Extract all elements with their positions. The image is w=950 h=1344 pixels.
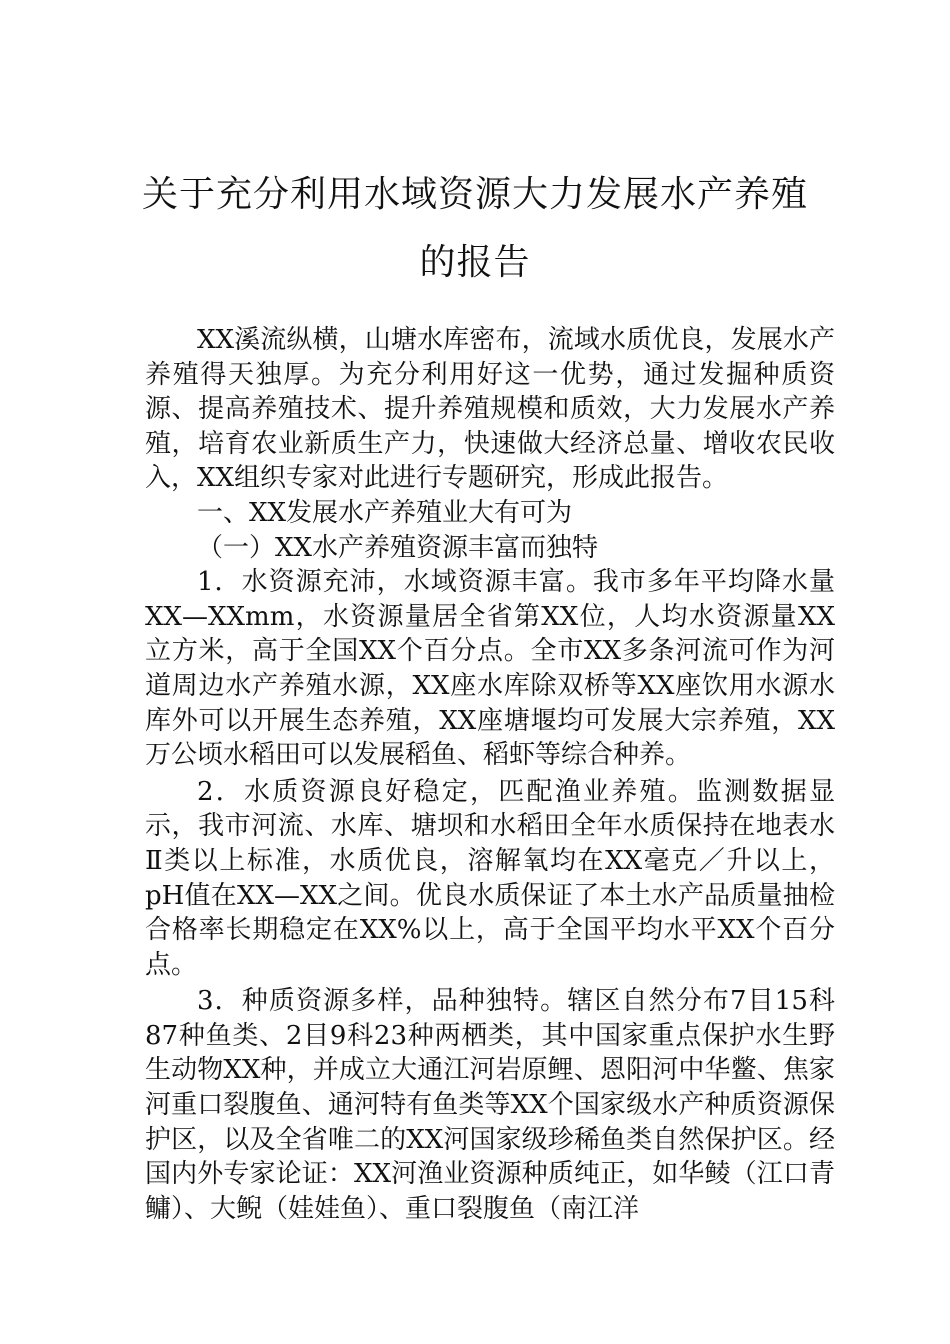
subsection-heading: （一）XX水产养殖资源丰富而独特 — [197, 532, 599, 563]
section-heading: 一、XX发展水产养殖业大有可为 — [197, 497, 573, 528]
document-title-line-2: 的报告 — [419, 242, 531, 283]
body-paragraph: 2．水质资源良好稳定，匹配渔业养殖。监测数据显示，我市河流、水库、塘坝和水稻田全年水质保持在地表水Ⅱ类以上标准，水质优良，溶解氧均在XX毫克／升以上，pH值在XX—XX之间。优良水质保证了本土水产品质量抽检合格率长期稳定在XX%以上，高于全国平均水平XX个百分点。 — [145, 776, 835, 980]
document-body — [145, 323, 835, 1226]
document-title-line-1: 关于充分利用水域资源大力发展水产养殖 — [141, 174, 808, 215]
body-paragraph: 1．水资源充沛，水域资源丰富。我市多年平均降水量XX—XXmm，水资源量居全省第XX位，人均水资源量XX立方米，高于全国XX个百分点。全市XX多条河流可作为河道周边水产养殖水源，XX座水库除双桥等XX座饮用水源水库外可以开展生态养殖，XX座塘堰均可发展大宗养殖，XX万公顷水稻田可以发展稻鱼、稻虾等综合种养。 — [145, 567, 835, 771]
intro-paragraph: XX溪流纵横，山塘水库密布，流域水质优良，发展水产养殖得天独厚。为充分利用好这一优势，通过发掘种质资源、提高养殖技术、提升养殖规模和质效，大力发展水产养殖，培育农业新质生产力，快速做大经济总量、增收农民收入，XX组织专家对此进行专题研究，形成此报告。 — [145, 325, 835, 494]
body-paragraph: 3．种质资源多样，品种独特。辖区自然分布7目15科87种鱼类、2目9科23种两栖类，其中国家重点保护水生野生动物XX种，并成立大通江河岩原鲤、恩阳河中华鳖、焦家河重口裂腹鱼、通河特有鱼类等XX个国家级水产种质资源保护区，以及全省唯二的XX河国家级珍稀鱼类自然保护区。经国内外专家论证：XX河渔业资源种质纯正，如华鲮（江口青鳙）、大鲵（娃娃鱼）、重口裂腹鱼（南江洋 — [145, 986, 835, 1224]
